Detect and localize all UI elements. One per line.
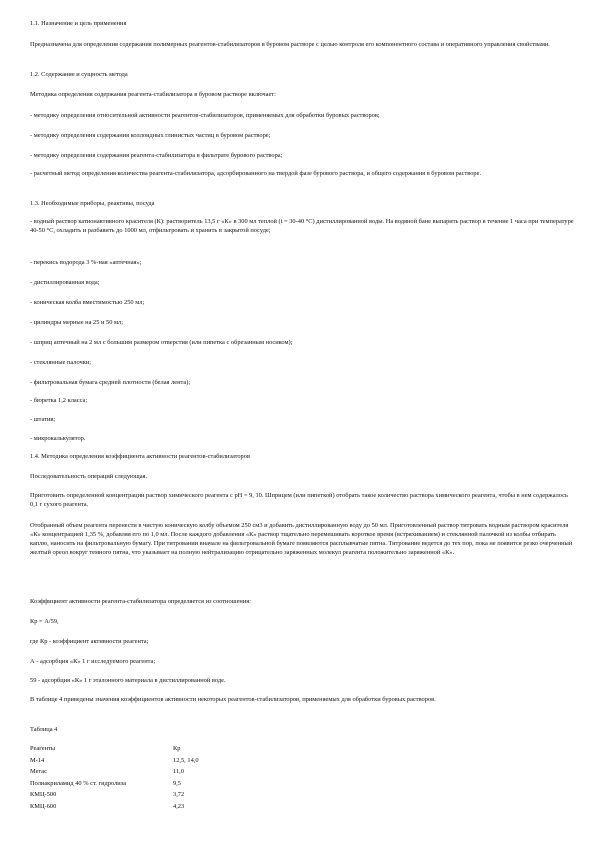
paragraph-coefficient-intro: Коэффициент активности реагента-стабилизатора определяется из соотношения: xyxy=(30,598,251,605)
list-item-method-4: - расчетный метод определения количества реагента-стабилизатора, адсорбированного на твердой фазе бурового раствора, и общего содержания в буровом растворе. xyxy=(30,170,482,177)
formula-where-kp: где Кр - коэффициент активности реагента; xyxy=(30,638,149,645)
table-cell-reagent: Метас xyxy=(30,768,47,775)
list-item-stand: - штатив; xyxy=(30,416,56,423)
table-header-reagents: Реагенты xyxy=(30,745,56,752)
list-item-flask: - коническая колба вместимостью 250 мл; xyxy=(30,299,145,306)
table-row xyxy=(30,756,330,768)
list-item-burette: - бюретка 1,2 класса; xyxy=(30,397,88,404)
table-row xyxy=(30,779,330,791)
table-caption: Таблица 4 xyxy=(30,726,58,733)
list-item-method-1: - методику определения относительной активности реагентов-стабилизаторов, применяемых для обработки буровых растворов; xyxy=(30,112,380,119)
section-heading-1-1: 1.1. Назначение и цель применения xyxy=(30,20,127,27)
table-cell-kp: 9,5 xyxy=(173,779,181,787)
list-item-calculator: - микрокалькулятор. xyxy=(30,435,86,442)
paragraph-purpose: Предназначена для определения содержания полимерных реагентов-стабилизаторов в буровом растворе с целью контроля его компонентного состава и оперативного управления свойствами. xyxy=(30,41,550,48)
table-cell-kp: 12,5, 14,0 xyxy=(173,756,199,764)
table-cell-kp: 4,23 xyxy=(173,802,185,810)
list-item-reagent-dye: - водный раствор катионактивного красителя (К): растворитель 13,5 г «К» в 300 мл теплой (t = 30-40 °С) дистиллированной воды. На водяной бане выпарить раствор в течение 1 часа при температуре 40-50 °С, охладить и разбавить до 1000 мл, отфильтровать и хранить в закрытой посуде; xyxy=(30,218,574,234)
table-row xyxy=(30,790,330,802)
list-item-syringe: - шприц аптечный на 2 мл с большим размером отверстия (или пипетка с обрезанным носиком); xyxy=(30,339,293,346)
paragraph-titration: Отобранный объем реагента перенести в чистую коническую колбу объемом 250 см3 и добавить дистиллированную воду до 50 мл. Приготовленный раствор титровать водным раствором красителя «К» концентрацией 1,35 %, добавляя его по 1,0 мл. После каждого добавления «К» раствор тщательно перемешивать короткое время (встряхиванием) и стеклянной палочкой из колбы отбирать каплю, наносить на фильтровальную бумагу. При титровании вначале на фильтровальной бумаге появляются расплывчатые пятна. Титрование ведется до тех пор, пока не появится резко очерченный желтый ореол вокруг темного пятна, что указывает на полную нейтрализацию отрицательно заряженных молекул реагента положительно заряженной «К». xyxy=(30,522,573,556)
list-item-cylinders: - цилиндры мерные на 25 и 50 мл; xyxy=(30,319,124,326)
formula-where-a: А - адсорбция «К» 1 г исследуемого реагента; xyxy=(30,658,156,665)
table-header-row xyxy=(30,744,330,756)
table-row xyxy=(30,802,330,814)
table-cell-reagent: КМЦ-500 xyxy=(30,791,57,798)
section-heading-1-2: 1.2. Содержание и сущность метода xyxy=(30,71,128,78)
table-cell-kp: 3,72 xyxy=(173,791,185,798)
paragraph-method-intro: Методика определения содержания реагента-стабилизатора в буровом растворе включает: xyxy=(30,91,276,98)
table-cell-kp: 11,0 xyxy=(173,768,184,775)
list-item-distilled-water: - дистиллированная вода; xyxy=(30,279,100,286)
list-item-method-2: - методику определения содержания коллоидных глинистых частиц в буровом растворе; xyxy=(30,132,271,139)
list-item-method-3: - методику определения содержания реагента-стабилизатора в фильтрате бурового раствора; xyxy=(30,152,283,159)
table-cell-reagent: М-14 xyxy=(30,756,45,764)
coefficients-table xyxy=(30,744,330,813)
list-item-peroxide: - перекись водорода 3 %-ная «аптечная»; xyxy=(30,259,142,266)
list-item-glass-rods: - стеклянные палочки; xyxy=(30,359,92,366)
formula-where-59: 59 - адсорбция «К» 1 г эталонного материала в дистиллированной воде. xyxy=(30,677,226,684)
paragraph-sequence: Последовательность операций следующая. xyxy=(30,473,148,480)
section-heading-1-3: 1.3. Необходимые приборы, реактивы, посуда xyxy=(30,200,155,207)
formula: Кр = А/59, xyxy=(30,618,59,625)
paragraph-prepare-solution: Приготовить определенной концентрации раствор химического реагента с рН = 9, 10. Шприцем (или пипеткой) отобрать такое количество раствора химического реагента, чтобы в нем содержалось 0,1 г сухого реагента. xyxy=(30,492,568,508)
section-heading-1-4: 1.4. Методика определения коэффициента активности реагентов-стабилизаторов xyxy=(30,453,250,460)
table-header-kp: Кр xyxy=(173,745,181,752)
table-row xyxy=(30,767,330,779)
paragraph-table-reference: В таблице 4 приведены значения коэффициентов активности некоторых реагентов-стабилизаторов, применяемых для обработки буровых растворов. xyxy=(30,696,436,703)
table-cell-reagent: Полиакриламид 40 % ст. гидролиза xyxy=(30,779,127,787)
list-item-filter-paper: - фильтровальная бумага средней плотности (белая лента); xyxy=(30,379,191,386)
table-cell-reagent: КМЦ-600 xyxy=(30,802,57,810)
